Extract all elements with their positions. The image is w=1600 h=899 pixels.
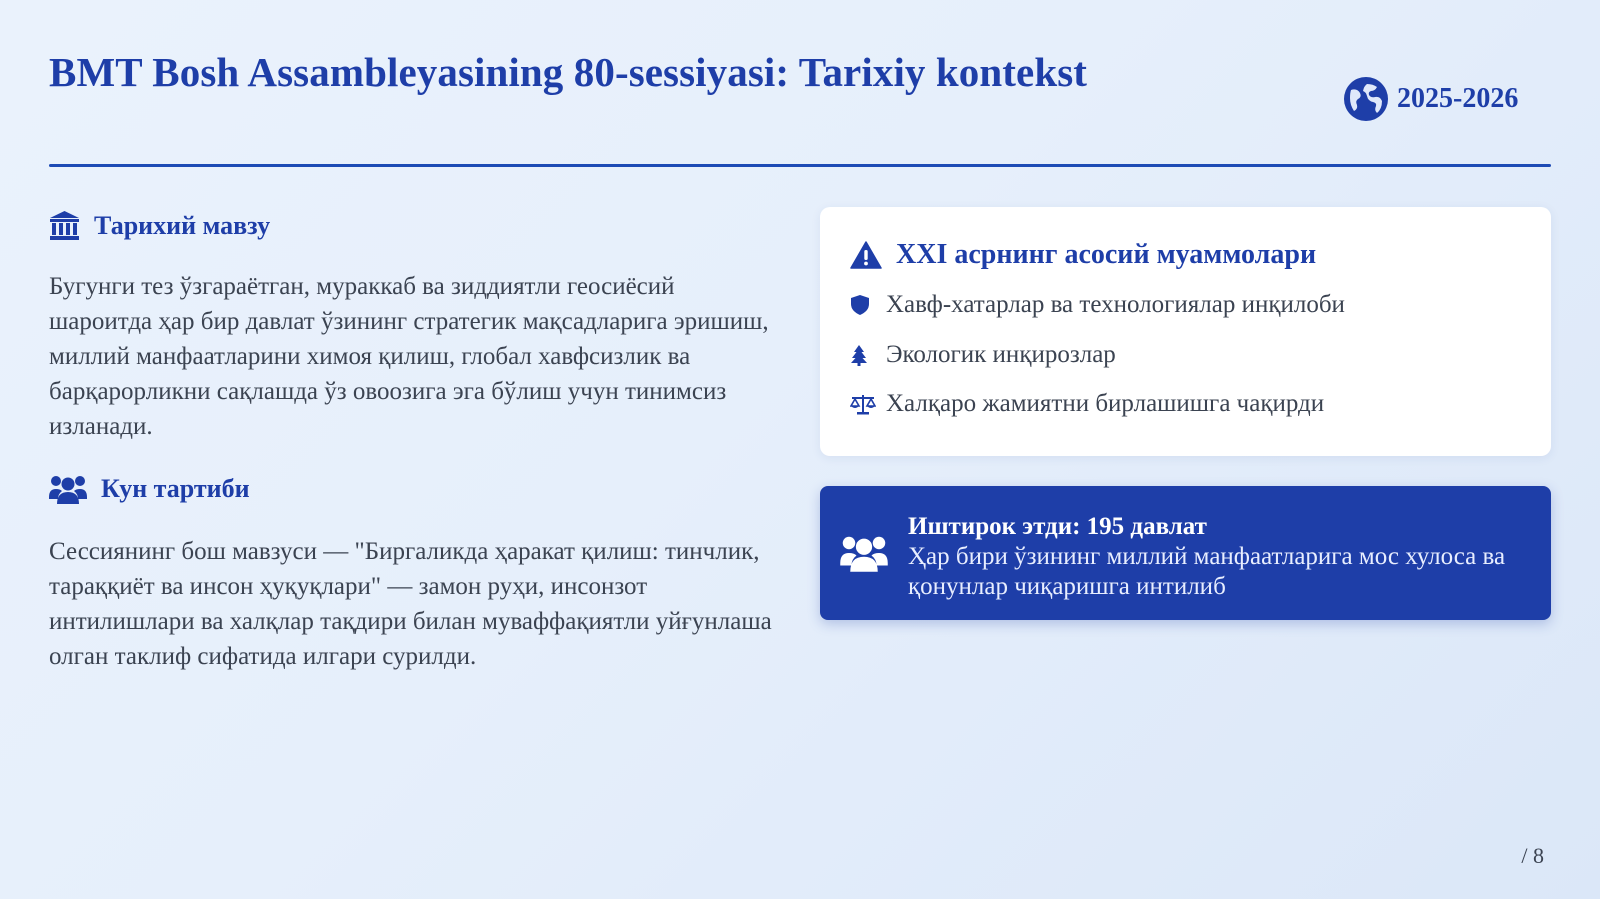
shield-icon <box>850 294 870 316</box>
history-heading <box>49 210 270 241</box>
participation-banner <box>820 486 1551 620</box>
problem-item <box>850 341 1116 369</box>
users-icon <box>49 473 87 505</box>
agenda-title: Кун тартиби <box>101 474 250 503</box>
slide-title: BMT Bosh Assambleyasining 80-sessiyasi: Tarixiy kontekst <box>49 49 1088 95</box>
problems-heading <box>850 239 1316 271</box>
page-number: / 8 <box>1521 843 1544 868</box>
problem-item <box>850 390 1324 418</box>
warning-icon <box>850 241 882 269</box>
history-title: Тарихий мавзу <box>94 210 271 240</box>
participation-title: Иштирок этди: 195 давлат <box>908 513 1207 540</box>
participation-description: Ҳар бири ўзининг миллий манфаатларига мос хулоса ва қонунлар чиқаришга интилиб <box>908 543 1506 600</box>
agenda-heading <box>49 473 250 505</box>
year-badge <box>1343 76 1518 122</box>
tree-icon <box>850 344 868 366</box>
history-text: Бугунги тез ўзгараётган, мураккаб ва зиддиятли геосиёсий шароитда ҳар бир давлат ўзининг стратегик мақсадларига эришиш, миллий манфаатларини химоя қилиш, глобал хавфсизлик ва барқарорликни сақлашда ўз овоозига эга бўлиш учун тинимсиз изланади. <box>49 273 769 440</box>
session-years: 2025-2026 <box>1397 83 1519 114</box>
problems-title: XXI асрнинг асосий муаммолари <box>896 239 1317 270</box>
landmark-icon <box>49 210 80 241</box>
problem-label: Халқаро жамиятни бирлашишга чақирди <box>886 390 1325 417</box>
problem-label: Хавф-хатарлар ва технологиялар инқилоби <box>886 291 1345 318</box>
users-icon <box>840 533 888 573</box>
problems-card <box>820 207 1551 456</box>
header-divider <box>49 164 1551 167</box>
scales-icon <box>850 393 876 415</box>
problem-item <box>850 291 1345 319</box>
globe-icon <box>1343 76 1389 122</box>
agenda-text: Сессиянинг бош мавзуси — "Биргаликда ҳаракат қилиш: тинчлик, тараққиёт ва инсон ҳуқуқлари" — замон руҳи, инсонзот интилишлари ва халқлар тақдири билан муваффақиятли уйғунлаша олган таклиф сифатида илгари сурилди. <box>49 538 772 670</box>
problem-label: Экологик инқирозлар <box>886 341 1116 368</box>
